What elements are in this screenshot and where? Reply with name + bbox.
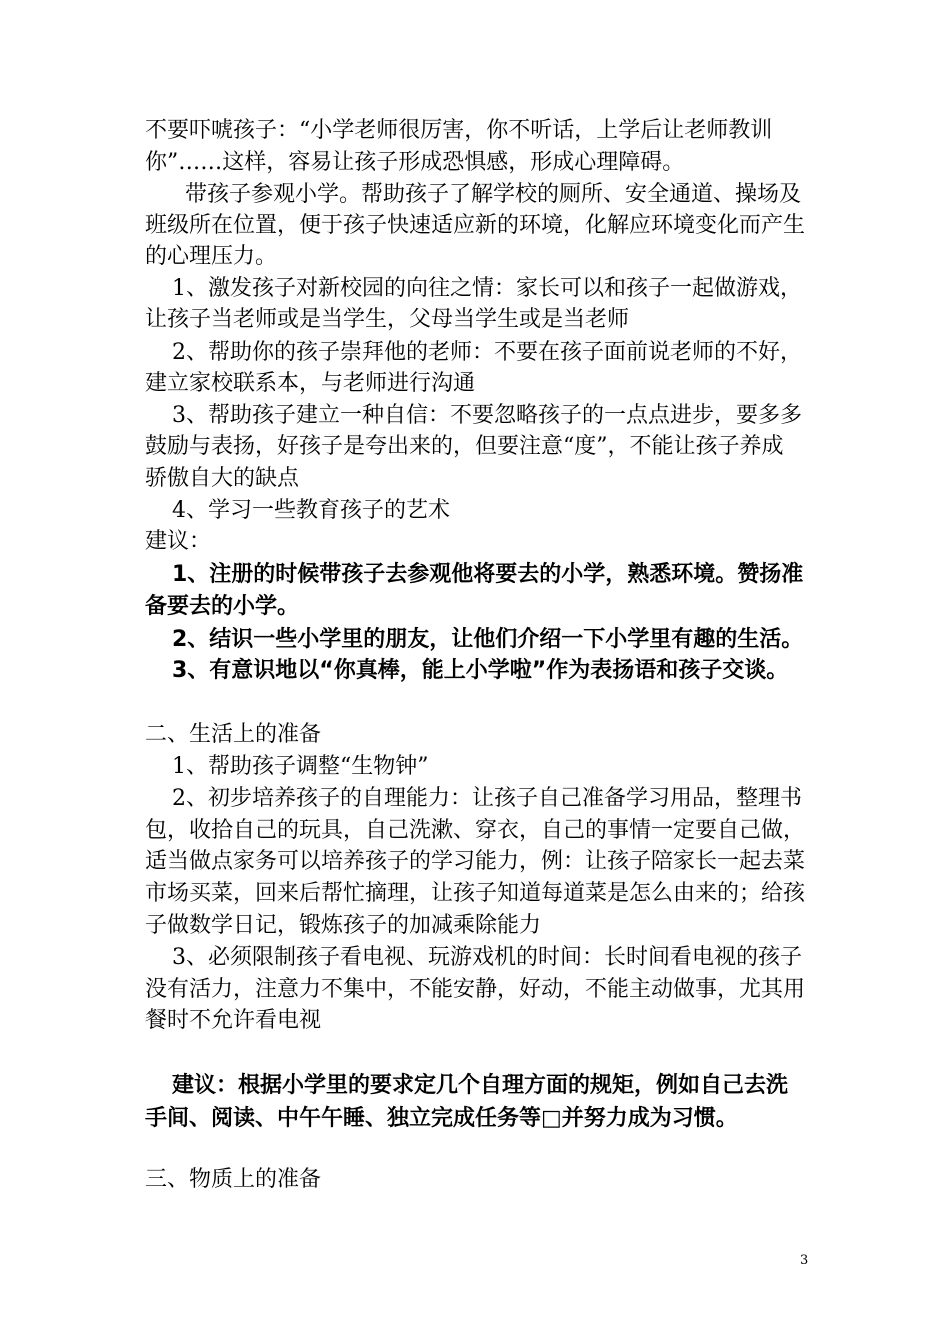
text-line: 不要吓唬孩子：“小学老师很厉害，你不听话，上学后让老师教训 — [145, 118, 773, 143]
section-heading: 三、物质上的准备 — [145, 1167, 322, 1192]
text-line: 让孩子当老师或是当学生，父母当学生或是当老师 — [145, 307, 630, 332]
text-line: 骄傲自大的缺点 — [145, 466, 300, 491]
list-item: 3、必须限制孩子看电视、玩游戏机的时间：长时间看电视的孩子 — [172, 945, 802, 970]
section-label: 建议： — [145, 529, 212, 554]
list-item: 2、帮助你的孩子崇拜他的老师：不要在孩子面前说老师的不好， — [172, 340, 802, 365]
suggestion-item: 建议：根据小学里的要求定几个自理方面的规矩，例如自己去洗 — [172, 1073, 789, 1098]
text-line: 手间、阅读、中午午睡、独立完成任务等□并努力成为习惯。 — [145, 1106, 738, 1131]
text-line: 子做数学日记，锻炼孩子的加减乘除能力 — [145, 913, 542, 938]
list-item: 1、激发孩子对新校园的向往之情：家长可以和孩子一起做游戏， — [172, 276, 802, 301]
text-line: 建立家校联系本，与老师进行沟通 — [145, 371, 476, 396]
text-line: 班级所在位置，便于孩子快速适应新的环境，化解应环境变化而产生 — [145, 213, 806, 238]
list-item: 3、帮助孩子建立一种自信：不要忽略孩子的一点点进步，要多多 — [172, 403, 802, 428]
section-heading: 二、生活上的准备 — [145, 722, 322, 747]
page-number: 3 — [800, 1253, 809, 1268]
suggestion-item: 1、注册的时候带孩子去参观他将要去的小学，熟悉环境。赞扬准 — [172, 562, 804, 587]
text-line: 没有活力，注意力不集中，不能安静，好动，不能主动做事，尤其用 — [145, 977, 806, 1002]
list-item: 4、学习一些教育孩子的艺术 — [172, 498, 450, 523]
text-line: 你”……这样，容易让孩子形成恐惧感，形成心理障碍。 — [145, 150, 685, 175]
text-line: 餐时不允许看电视 — [145, 1008, 322, 1033]
text-line: 市场买菜，回来后帮忙摘理，让孩子知道每道菜是怎么由来的；给孩 — [145, 881, 806, 906]
list-item: 2、初步培养孩子的自理能力：让孩子自己准备学习用品，整理书 — [172, 786, 802, 811]
text-line: 的心理压力。 — [145, 244, 278, 269]
text-line: 备要去的小学。 — [145, 594, 300, 619]
suggestion-item: 2、结识一些小学里的朋友，让他们介绍一下小学里有趣的生活。 — [172, 627, 804, 652]
list-item: 1、帮助孩子调整“生物钟” — [172, 754, 429, 779]
text-line: 带孩子参观小学。帮助孩子了解学校的厕所、安全通道、操场及 — [185, 182, 802, 207]
text-line: 适当做点家务可以培养孩子的学习能力，例：让孩子陪家长一起去菜 — [145, 849, 806, 874]
text-line: 鼓励与表扬，好孩子是夸出来的，但要注意“度”，不能让孩子养成 — [145, 434, 784, 459]
text-line: 包，收拾自己的玩具，自己洗漱、穿衣，自己的事情一定要自己做， — [145, 818, 806, 843]
suggestion-item: 3、有意识地以“你真棒，能上小学啦”作为表扬语和孩子交谈。 — [172, 658, 789, 683]
